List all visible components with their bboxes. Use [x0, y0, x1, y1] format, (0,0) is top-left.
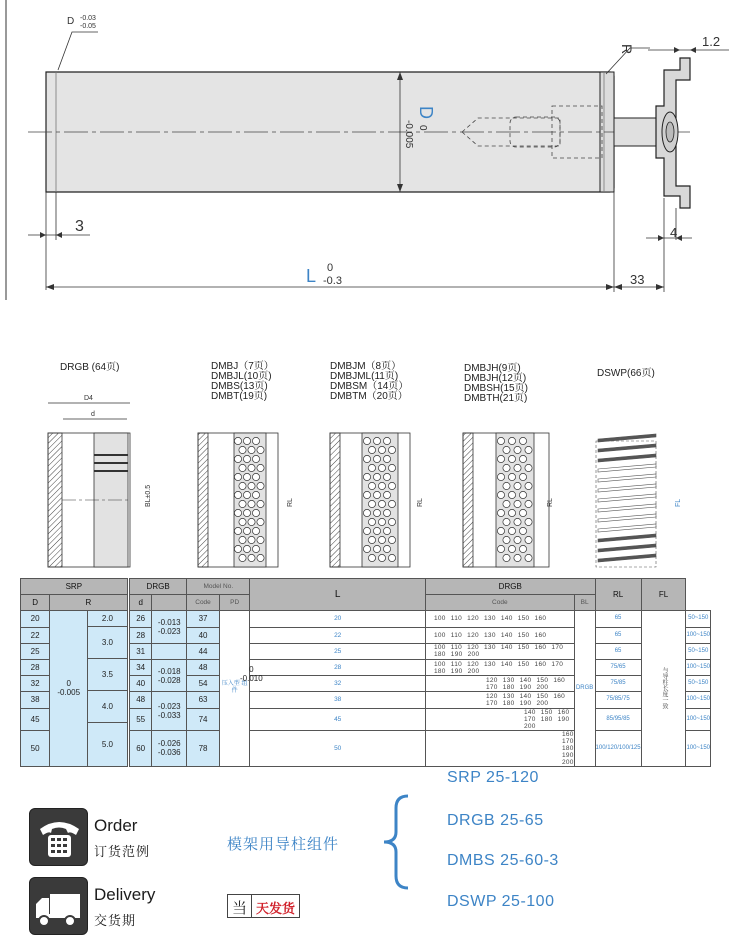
- delivery-cn: 交货期: [94, 913, 137, 928]
- ball-hole: [248, 500, 255, 507]
- hdr-R: R: [50, 595, 127, 611]
- ball-hole: [248, 446, 255, 453]
- ball-hole: [363, 437, 370, 444]
- ball-hole: [234, 527, 241, 534]
- big-d-label: D: [416, 106, 436, 119]
- table-row: 20 0 -0.005 2.0 3.0 3.5 4.0 5.0 26 -0.013 -0.023 37 压入型 组件 20 100 110 120 130 140 150 160 DRGB 65 与导柱长度一致 50~150: [21, 611, 711, 627]
- ball-hole: [234, 509, 241, 516]
- l-tol-lower: -0.3: [323, 275, 342, 287]
- ball-hole: [388, 464, 395, 471]
- ball-hole: [373, 491, 380, 498]
- hdr-L: L: [250, 579, 426, 611]
- ball-hole: [519, 527, 526, 534]
- badge-right: 天发货: [256, 901, 296, 916]
- ball-hole: [252, 473, 259, 480]
- ball-hole: [252, 509, 259, 516]
- ball-hole: [378, 482, 385, 489]
- ball-hole: [368, 446, 375, 453]
- ball-hole: [252, 545, 259, 552]
- curly-brace: [378, 792, 414, 892]
- ball-hole: [514, 554, 521, 561]
- component-label-dmbjm: DMBJM（8页） DMBJML(11页) DMBSM（14页） DMBTM（20页）: [330, 361, 409, 402]
- spring-coil: [598, 484, 656, 492]
- ball-hole: [257, 500, 264, 507]
- spring-coil: [598, 494, 656, 502]
- ball-hole: [519, 455, 526, 462]
- d-tol-upper: -0.03: [80, 15, 96, 22]
- ball-hole: [257, 446, 264, 453]
- ball-hole: [383, 545, 390, 552]
- ball-hole: [378, 464, 385, 471]
- ball-hole: [378, 518, 385, 525]
- ball-hole: [243, 455, 250, 462]
- ball-hole: [239, 446, 246, 453]
- ball-hole: [243, 527, 250, 534]
- ball-hole: [368, 500, 375, 507]
- order-item-drgb: DRGB 25-65: [447, 812, 544, 829]
- ball-hole: [519, 509, 526, 516]
- ball-hole: [503, 518, 510, 525]
- big-d-tol-upper: 0: [417, 125, 428, 131]
- ball-hole: [514, 518, 521, 525]
- ball-hole: [525, 554, 532, 561]
- ball-hole: [503, 554, 510, 561]
- ball-hole: [239, 518, 246, 525]
- ball-hole: [388, 536, 395, 543]
- ball-hole: [383, 509, 390, 516]
- ball-hole: [257, 464, 264, 471]
- table-row: 28 34 -0.018 -0.028 48 28 100 110 120 130 140 150 160 170 180 190 200 75/65 100~150: [21, 659, 711, 675]
- ball-hole: [257, 536, 264, 543]
- ball-hole: [497, 527, 504, 534]
- ball-hole: [519, 473, 526, 480]
- hdr-pd: PD: [219, 595, 250, 611]
- drgb-code-cell: DRGB: [574, 611, 595, 766]
- ball-hole: [243, 509, 250, 516]
- ball-hole: [497, 509, 504, 516]
- code-cell: 压入型 组件: [219, 611, 250, 766]
- ball-hole: [243, 473, 250, 480]
- ball-hole: [514, 536, 521, 543]
- hdr-bl: BL: [574, 595, 595, 611]
- l-tol-upper: 0: [327, 262, 334, 274]
- ball-hole: [508, 455, 515, 462]
- delivery-en: Delivery: [94, 885, 156, 904]
- ball-hole: [388, 482, 395, 489]
- d-prefix: D: [67, 16, 75, 27]
- ball-hole: [503, 482, 510, 489]
- hdr-drgb-2: DRGB: [425, 579, 595, 595]
- ball-hole: [239, 464, 246, 471]
- spring-coil: [598, 524, 656, 532]
- ball-hole: [525, 464, 532, 471]
- svg-text:D4: D4: [84, 395, 93, 402]
- component-label-dmbjh: DMBJH(9页) DMBJH(12页) DMBSH(15页) DMBTH(21页): [464, 363, 528, 404]
- hdr-fl: FL: [641, 579, 686, 611]
- spring-coil: [598, 474, 656, 482]
- ball-hole: [383, 491, 390, 498]
- ball-hole: [508, 509, 515, 516]
- hdr-srp: SRP: [21, 579, 128, 595]
- ball-hole: [248, 482, 255, 489]
- spring-coil: [598, 464, 656, 472]
- ball-hole: [508, 473, 515, 480]
- ball-hole: [239, 554, 246, 561]
- ball-hole: [519, 437, 526, 444]
- ball-hole: [373, 473, 380, 480]
- ball-hole: [368, 518, 375, 525]
- ball-hole: [514, 446, 521, 453]
- order-example-title: 模架用导柱组件: [227, 836, 340, 853]
- ball-hole: [525, 500, 532, 507]
- spring-coil: [598, 454, 656, 462]
- ball-hole: [368, 464, 375, 471]
- ball-hole: [257, 518, 264, 525]
- hdr-drgb: DRGB: [130, 579, 187, 595]
- ball-hole: [243, 491, 250, 498]
- table-row: 38 48 -0.023 -0.033 63 38 120 130 140 150 160 170 180 190 200 75/85/75 100~150: [21, 692, 711, 708]
- ball-hole: [497, 491, 504, 498]
- ball-hole: [378, 446, 385, 453]
- d4-tolerance: 0 -0.010: [240, 665, 263, 683]
- spring-coil: [598, 514, 656, 522]
- ball-hole: [243, 437, 250, 444]
- ball-hole: [388, 518, 395, 525]
- ball-hole: [363, 509, 370, 516]
- sketch-drgb: [48, 395, 152, 567]
- ball-hole: [378, 500, 385, 507]
- ball-hole: [497, 437, 504, 444]
- hdr-rl: RL: [595, 579, 641, 611]
- ball-hole: [257, 554, 264, 561]
- ball-hole: [508, 545, 515, 552]
- same-day-badge: [227, 894, 300, 918]
- ball-hole: [373, 545, 380, 552]
- ball-hole: [373, 527, 380, 534]
- ball-hole: [373, 509, 380, 516]
- ball-hole: [503, 464, 510, 471]
- ball-hole: [373, 437, 380, 444]
- order-phone-icon: [29, 808, 88, 866]
- ball-hole: [368, 482, 375, 489]
- ball-hole: [378, 554, 385, 561]
- ball-hole: [252, 491, 259, 498]
- ball-hole: [503, 500, 510, 507]
- r-column: 0 -0.005 2.0 3.0 3.5 4.0 5.0: [50, 611, 127, 766]
- dim-3: 3: [75, 218, 84, 235]
- ball-hole: [514, 464, 521, 471]
- table-row: 45 55 74 45 140 150 160 170 180 190 200 85/95/85 100~150: [21, 708, 711, 730]
- component-sketches: [0, 395, 729, 580]
- spring-coil: [598, 554, 656, 562]
- ball-hole: [497, 473, 504, 480]
- big-d-tol-lower: -0.005: [403, 120, 414, 149]
- hdr-code: Code: [187, 595, 220, 611]
- svg-text:RL: RL: [547, 498, 554, 507]
- ball-hole: [252, 527, 259, 534]
- ball-hole: [363, 455, 370, 462]
- ball-hole: [363, 491, 370, 498]
- component-label-dswp: DSWP(66页): [597, 368, 655, 379]
- ball-hole: [497, 455, 504, 462]
- ball-hole: [525, 536, 532, 543]
- order-item-dswp: DSWP 25-100: [447, 893, 555, 910]
- hdr-d: d: [130, 595, 152, 611]
- ball-hole: [525, 482, 532, 489]
- ball-hole: [388, 500, 395, 507]
- ball-hole: [234, 437, 241, 444]
- ball-hole: [383, 437, 390, 444]
- order-cn: 订货范例: [94, 844, 151, 859]
- ball-hole: [514, 500, 521, 507]
- ball-hole: [239, 536, 246, 543]
- dim-1-2: 1.2: [702, 34, 721, 49]
- component-label-drgb: DRGB (64页): [60, 362, 120, 373]
- l-label: L: [306, 266, 317, 286]
- spring-coil: [598, 444, 656, 452]
- ball-hole: [514, 482, 521, 489]
- order-item-dmbs: DMBS 25-60-3: [447, 852, 559, 869]
- ball-hole: [383, 473, 390, 480]
- svg-text:FL: FL: [675, 498, 682, 507]
- ball-hole: [234, 545, 241, 552]
- d-tol-lower: -0.05: [80, 23, 96, 30]
- badge-left: 当: [228, 895, 252, 917]
- ball-hole: [508, 527, 515, 534]
- ball-hole: [363, 473, 370, 480]
- ball-hole: [363, 527, 370, 534]
- dim-4: 4: [670, 225, 678, 240]
- ball-hole: [234, 455, 241, 462]
- svg-text:RL: RL: [417, 498, 424, 507]
- ball-hole: [373, 455, 380, 462]
- spring-coil: [598, 504, 656, 512]
- ball-hole: [519, 545, 526, 552]
- table-row: 22 28 40 22 100 110 120 130 140 150 160 65 100~150: [21, 627, 711, 643]
- table-row: 25 31 44 25 100 110 120 130 140 150 160 170 180 190 200 65 50~150: [21, 643, 711, 659]
- ball-hole: [239, 500, 246, 507]
- ball-hole: [508, 437, 515, 444]
- ball-hole: [234, 473, 241, 480]
- ball-hole: [497, 545, 504, 552]
- spring-coil: [598, 544, 656, 552]
- delivery-truck-icon: [29, 877, 88, 935]
- ball-hole: [388, 554, 395, 561]
- ball-hole: [383, 527, 390, 534]
- ball-hole: [257, 482, 264, 489]
- ball-hole: [243, 545, 250, 552]
- ball-hole: [368, 554, 375, 561]
- ball-hole: [383, 455, 390, 462]
- svg-text:BL±0.5: BL±0.5: [145, 484, 152, 507]
- ball-hole: [239, 482, 246, 489]
- ball-hole: [525, 518, 532, 525]
- svg-text:RL: RL: [287, 498, 294, 507]
- ball-hole: [388, 446, 395, 453]
- spring-coil: [598, 534, 656, 542]
- spec-table: [20, 578, 711, 767]
- ball-hole: [378, 536, 385, 543]
- ball-hole: [503, 536, 510, 543]
- hdr-code-2: Code: [425, 595, 574, 611]
- ball-hole: [508, 491, 515, 498]
- component-label-dmbj: DMBJ（7页） DMBJL(10页) DMBS(13页) DMBT(19页): [211, 361, 274, 402]
- ball-hole: [248, 518, 255, 525]
- ball-hole: [248, 554, 255, 561]
- ball-hole: [503, 446, 510, 453]
- hdr-d-tol: [152, 595, 187, 611]
- ball-hole: [525, 446, 532, 453]
- hdr-D: D: [21, 595, 50, 611]
- order-item-srp: SRP 25-120: [447, 769, 539, 786]
- ball-hole: [368, 536, 375, 543]
- table-row: 50 60 -0.026 -0.036 78 50 160 170 180 190 200 100/120/100/125 100~150: [21, 730, 711, 766]
- order-en: Order: [94, 816, 138, 835]
- hdr-model-no: Model No.: [187, 579, 250, 595]
- ball-hole: [252, 437, 259, 444]
- svg-text:d: d: [91, 411, 95, 418]
- ball-hole: [363, 545, 370, 552]
- ball-hole: [252, 455, 259, 462]
- table-row: 32 40 54 32 120 130 140 150 160 170 180 190 200 75/85 50~150: [21, 676, 711, 692]
- ball-hole: [519, 491, 526, 498]
- guide-post-drawing: [0, 0, 729, 300]
- rl-cell: 与导柱长度一致: [641, 611, 686, 766]
- ball-hole: [248, 464, 255, 471]
- dim-33: 33: [630, 272, 645, 287]
- ball-hole: [234, 491, 241, 498]
- ball-hole: [248, 536, 255, 543]
- r-label: R: [619, 44, 635, 55]
